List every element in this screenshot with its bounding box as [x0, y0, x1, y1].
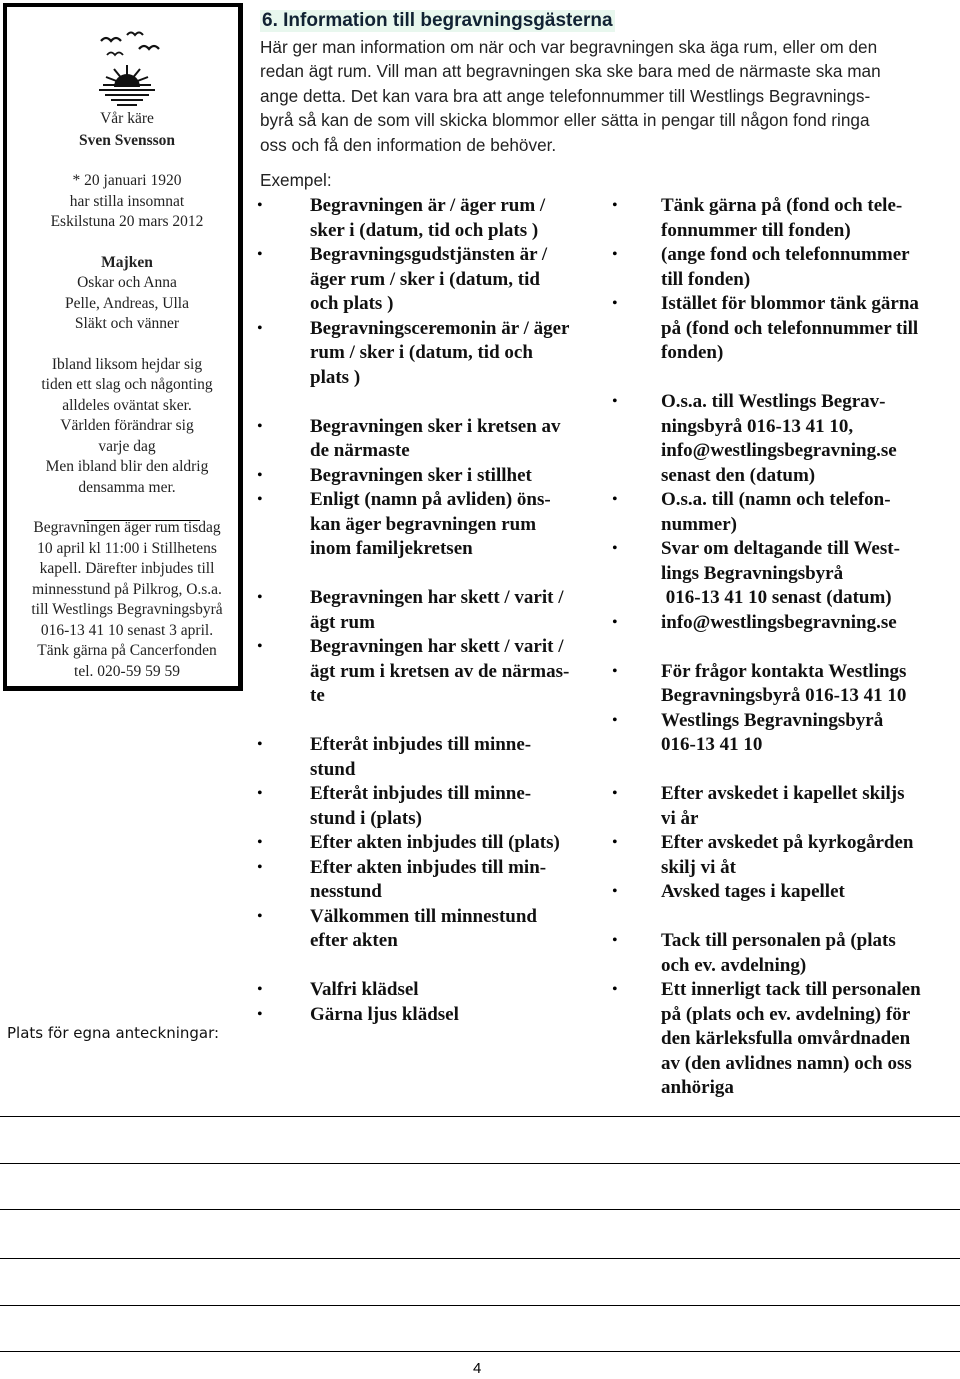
- note-line: [0, 1163, 960, 1164]
- example-wording-item: [310, 488, 610, 562]
- item-line: inom familjekretsen: [310, 538, 473, 559]
- funeral-info-line: minnesstund på Pilkrog, O.s.a.: [32, 581, 222, 598]
- bullet-icon: •: [257, 246, 263, 263]
- poem-line: alldeles oväntat sker.: [62, 397, 192, 414]
- bullet-icon: •: [257, 197, 263, 214]
- item-line: Avsked tages i kapellet: [661, 881, 845, 902]
- item-line: skilj vi åt: [661, 856, 736, 878]
- bullet-icon: •: [612, 540, 618, 557]
- example-wording-item: [310, 415, 610, 464]
- item-line: nesstund: [310, 881, 382, 902]
- item-line: info@westlingsbegravning.se: [661, 611, 897, 633]
- example-wording-item: [310, 1003, 610, 1028]
- intro-line: oss och få den information de behöver.: [260, 134, 557, 155]
- item-line: vi år: [661, 807, 699, 829]
- mourner: Pelle, Andreas, Ulla: [65, 295, 189, 312]
- item-line: på (plats och ev. avdelning) för: [661, 1003, 911, 1025]
- item-line: Begravningsgudstjänsten är /: [310, 244, 548, 265]
- funeral-info-line: till Westlings Begravningsbyrå: [31, 601, 223, 618]
- bullet-icon: •: [257, 491, 263, 508]
- item-line: stund i (plats): [310, 807, 422, 829]
- bullet-icon: •: [612, 613, 618, 631]
- item-line: till fonden): [661, 268, 751, 290]
- mourner-primary: Majken: [101, 254, 153, 271]
- example-wording-item: [310, 243, 610, 317]
- item-line: För frågor kontakta Westlings: [661, 660, 907, 682]
- example-wording-item: [310, 856, 610, 905]
- item-line: Begravningsceremonin är / äger: [310, 317, 570, 339]
- item-line: Begravningen sker i stillhet: [310, 464, 532, 486]
- funeral-info-line: kapell. Därefter inbjudes till: [39, 560, 215, 577]
- item-line: 016-13 41 10: [661, 734, 763, 755]
- bullet-icon: •: [257, 834, 263, 851]
- item-line: O.s.a. till (namn och telefon-: [661, 489, 891, 510]
- item-line: anhöriga: [661, 1077, 734, 1098]
- sunset-birds-emblem: [87, 27, 167, 109]
- item-line: ägt rum: [310, 611, 375, 633]
- bullet-icon: •: [612, 834, 618, 851]
- bullet-icon: •: [612, 981, 618, 998]
- item-line: äger rum / sker i (datum, tid: [310, 268, 540, 290]
- example-extra-item: [661, 292, 956, 366]
- item-line: rum / sker i (datum, tid och: [310, 342, 533, 363]
- example-wording-item: [310, 978, 610, 1003]
- item-line: Efteråt inbjudes till minne-: [310, 734, 532, 755]
- example-extra-item: [661, 660, 956, 709]
- item-line: Efter avskedet i kapellet skiljs: [661, 783, 905, 804]
- bullet-icon: •: [257, 638, 263, 655]
- item-line: info@westlingsbegravning.se: [661, 440, 897, 461]
- item-line: Efter akten inbjudes till (plats): [310, 832, 560, 853]
- bullet-icon: •: [612, 197, 618, 214]
- notes-label: Plats för egna anteckningar:: [7, 1024, 220, 1042]
- item-line: ägt rum i kretsen av de närmas-: [310, 660, 570, 682]
- bullet-icon: •: [257, 785, 263, 802]
- example-wording-item: [310, 317, 610, 391]
- example-extra-item: [661, 978, 956, 1101]
- example-extra-item: [661, 782, 956, 831]
- mourner: Oskar och Anna: [77, 274, 177, 291]
- item-line: Begravningen har skett / varit /: [310, 587, 564, 608]
- note-line: [0, 1209, 960, 1210]
- funeral-info-line: Begravningen äger rum tisdag: [33, 519, 221, 536]
- birth-date: * 20 januari 1920: [72, 172, 182, 189]
- poem-line: tiden ett slag och någonting: [41, 376, 213, 393]
- item-line: och plats ): [310, 293, 394, 314]
- item-line: (ange fond och telefonnummer: [661, 244, 910, 265]
- item-line: Begravningen är / äger rum /: [310, 195, 546, 216]
- bullet-icon: •: [257, 907, 263, 925]
- item-line: plats ): [310, 366, 361, 388]
- bullet-icon: •: [612, 491, 618, 508]
- death-line: har stilla insomnat: [69, 193, 185, 210]
- item-line: ningsbyrå 016-13 41 10,: [661, 415, 854, 437]
- bullet-icon: •: [612, 883, 618, 900]
- example-extra-item: [661, 611, 956, 636]
- item-line: Begravningen sker i kretsen av: [310, 415, 561, 437]
- item-line: och ev. avdelning): [661, 954, 807, 976]
- intro-line: ange detta. Det kan vara bra att ange telefonnummer till Westlings Begravnings-: [260, 85, 871, 106]
- example-extra-item: [661, 194, 956, 243]
- item-line: O.s.a. till Westlings Begrav-: [661, 391, 886, 412]
- bullet-icon: •: [257, 736, 263, 753]
- note-line: [0, 1351, 960, 1352]
- poem-line: Världen förändrar sig: [60, 417, 194, 434]
- item-line: Välkommen till minnestund: [310, 905, 537, 927]
- poem-line: Men ibland blir den aldrig: [45, 458, 209, 475]
- bullet-icon: •: [257, 417, 263, 435]
- bullet-icon: •: [257, 466, 263, 484]
- intro-line: redan ägt rum. Vill man att begravningen ska ske bara med de närmaste ska man: [260, 61, 881, 82]
- funeral-info-line: 10 april kl 11:00 i Stillhetens: [37, 540, 217, 557]
- bullet-icon: •: [257, 858, 263, 876]
- intro-line: byrå så kan de som vill skicka blommor eller sätta in pengar till någon fond ringa: [260, 110, 870, 131]
- note-line: [0, 1116, 960, 1117]
- item-line: på (fond och telefonnummer till: [661, 317, 919, 339]
- example-extra-item: [661, 880, 956, 905]
- bullet-icon: •: [257, 319, 263, 337]
- example-extra-item: [661, 929, 956, 978]
- item-line: Valfri klädsel: [310, 979, 419, 1000]
- item-line: Svar om deltagande till West-: [661, 538, 900, 559]
- bullet-icon: •: [612, 662, 618, 680]
- example-wording-item: [310, 464, 610, 489]
- deceased-name: Sven Svensson: [78, 132, 176, 149]
- item-line: Tack till personalen på (plats: [661, 930, 896, 951]
- bullet-icon: •: [257, 589, 263, 606]
- item-line: efter akten: [310, 930, 398, 951]
- example-label: Exempel:: [260, 170, 332, 190]
- example-wording-item: [310, 782, 610, 831]
- example-wording-item: [310, 831, 610, 856]
- intro-line: Här ger man information om när och var begravningen ska äga rum, eller om den: [260, 37, 878, 57]
- item-line: kan äger begravningen rum: [310, 513, 537, 535]
- example-extra-item: [661, 537, 956, 611]
- mourner: Släkt och vänner: [74, 315, 180, 332]
- bullet-icon: •: [257, 981, 263, 998]
- example-wording-item: [310, 635, 610, 709]
- example-extra-item: [661, 709, 956, 758]
- example-wording-item: [310, 905, 610, 954]
- item-line: Enligt (namn på avliden) öns-: [310, 489, 551, 510]
- example-extra-item: [661, 243, 956, 292]
- bullet-icon: •: [612, 393, 618, 410]
- example-extra-item: [661, 390, 956, 488]
- funeral-info-line: Tänk gärna på Cancerfonden: [37, 642, 217, 659]
- item-line: av (den avlidnes namn) och oss: [661, 1052, 912, 1074]
- example-extra-item: [661, 831, 956, 880]
- item-line: Tänk gärna på (fond och tele-: [661, 195, 903, 216]
- bullet-icon: •: [612, 246, 618, 263]
- item-line: fonnummer till fonden): [661, 219, 851, 241]
- section-intro: [260, 35, 954, 157]
- item-line: stund: [310, 758, 356, 780]
- item-line: sker i (datum, tid och plats ): [310, 219, 539, 241]
- item-line: Begravningsbyrå 016-13 41 10: [661, 685, 907, 706]
- item-line: Westlings Begravningsbyrå: [661, 709, 884, 731]
- section-heading: 6. Information till begravningsgästerna: [262, 10, 613, 31]
- item-line: Efteråt inbjudes till minne-: [310, 783, 532, 804]
- item-line: Ett innerligt tack till personalen: [661, 979, 921, 1000]
- greeting: Vår käre: [100, 110, 154, 127]
- funeral-info-line: tel. 020-59 59 59: [74, 663, 180, 680]
- example-wording-item: [310, 586, 610, 635]
- death-place-date: Eskilstuna 20 mars 2012: [50, 213, 204, 230]
- obituary-box: [3, 3, 243, 691]
- item-line: fonden): [661, 342, 724, 363]
- example-wording-item: [310, 733, 610, 782]
- poem-line: Ibland liksom hejdar sig: [51, 356, 203, 373]
- bullet-icon: •: [612, 295, 618, 312]
- item-line: senast den (datum): [661, 464, 816, 486]
- item-line: den kärleksfulla omvårdnaden: [661, 1028, 911, 1049]
- example-wording-item: [310, 194, 610, 243]
- bullet-icon: •: [257, 1005, 263, 1023]
- item-line: Efter akten inbjudes till min-: [310, 856, 547, 878]
- item-line: Istället för blommor tänk gärna: [661, 293, 919, 314]
- item-line: lings Begravningsbyrå: [661, 562, 844, 584]
- item-line: 016-13 41 10 senast (datum): [661, 587, 892, 608]
- item-line: de närmaste: [310, 440, 410, 461]
- item-line: Efter avskedet på kyrkogården: [661, 832, 914, 853]
- bullet-icon: •: [612, 711, 618, 729]
- example-extra-item: [661, 488, 956, 537]
- poem-line: varje dag: [98, 438, 156, 455]
- item-line: te: [310, 685, 325, 706]
- funeral-info-line: 016-13 41 10 senast 3 april.: [40, 622, 214, 639]
- bullet-icon: •: [612, 785, 618, 802]
- item-line: Gärna ljus klädsel: [310, 1003, 459, 1025]
- bullet-icon: •: [612, 932, 618, 949]
- page-number: 4: [473, 1360, 482, 1377]
- poem-line: densamma mer.: [78, 479, 176, 496]
- note-line: [0, 1305, 960, 1306]
- item-line: nummer): [661, 513, 737, 535]
- item-line: Begravningen har skett / varit /: [310, 636, 564, 657]
- note-line: [0, 1258, 960, 1259]
